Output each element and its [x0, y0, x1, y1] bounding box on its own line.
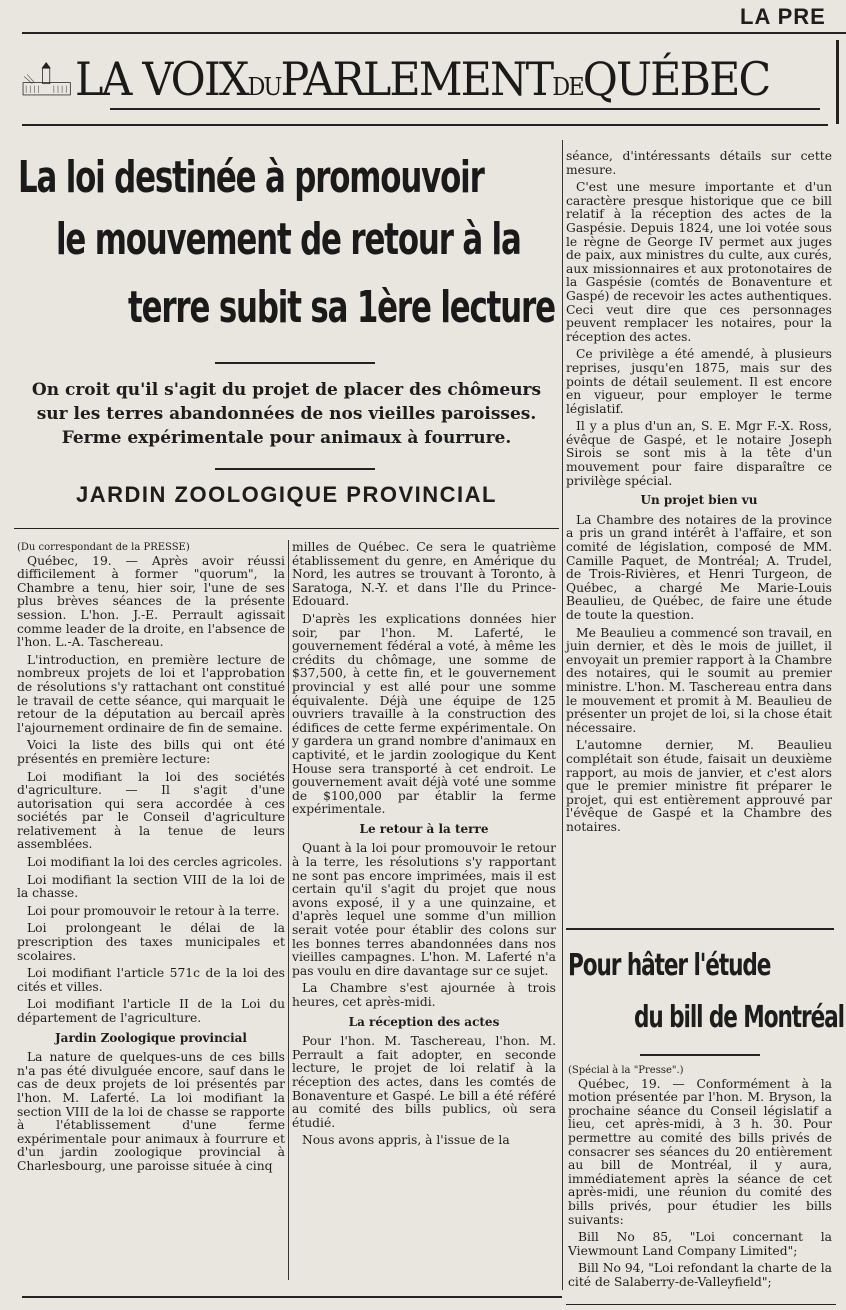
paragraph: La Chambre des notaires de la province a pris un grand intérêt à l'affaire, et son comité de législation, composé de MM. Camille Paquet, de Montréal; A. Trudel, de Trois-Rivières, et Henri Turgeon, de Québec, a chargé Me Marie-Louis Beaulieu, de Québec, de faire une étude de toute la question.: [566, 512, 832, 622]
article-column-2: [292, 541, 556, 1152]
headline-divider: [215, 362, 375, 364]
paragraph: Pour l'hon. M. Taschereau, l'hon. M. Perrault a fait adopter, en seconde lecture, le projet de loi relatif à la réception des actes, dans les comtés de Bonaventure et Gaspé. Le bill a été référé au comité des bills publics, où sera étudié.: [292, 1034, 556, 1130]
paragraph: Quant à la loi pour promouvoir le retour à la terre, les résolutions s'y rapportant ne sont pas encore imprimées, mais il est certain qu'il s'agit du projet que nous avons exposé, il y a une quinzaine, et d'après lequel une somme d'un million serait votée pour établir des colons sur les bonnes terres abandonnées dans nos vieilles campagnes. L'hon. M. Laferté n'a pas voulu en dire davantage sur ce sujet.: [292, 841, 556, 978]
article-separator: [566, 928, 834, 930]
paragraph: L'automne dernier, M. Beaulieu complétait son étude, faisait un deuxième rapport, au mois de janvier, et c'est alors que le premier ministre fit préparer le projet, qui est entièrement approuvé par l'évêque de Gaspé et la Chambre des notaires.: [566, 738, 832, 834]
article-column-3: [566, 150, 832, 839]
column-divider: [562, 140, 563, 1290]
bottom-rule-right: [566, 1304, 836, 1305]
deck-divider: [215, 468, 375, 470]
column-divider: [288, 540, 289, 1280]
paragraph: séance, d'intéressants détails sur cette mesure.: [566, 149, 832, 177]
paragraph: C'est une mesure importante et d'un caractère presque historique que ce bill relatif à la réception des actes de la Gaspésie. Depuis 1824, une loi votée sous le règne de George IV permet aux juges de paix, aux ministres du culte, aux curés, aux missionnaires et aux protonotaires de la Gaspésie (comtés de Bonaventure et Gaspé) de recevoir les actes authentiques. Ceci veut dire que ces personnages peuvent remplacer les notaires, pour la réception des actes.: [566, 180, 832, 344]
column-subhead: Jardin Zoologique provincial: [54, 1030, 247, 1045]
paragraph: D'après les explications données hier soir, par l'hon. M. Laferté, le gouvernement fédéral a voté, à même les crédits du chômage, une somme de $37,500, à cette fin, et le gouvernement provincial y est allé pour une somme équivalente. Déjà une équipe de 125 ouvriers travaille à la construction des édifices de cette ferme expérimentale. On y gardera un grand nombre d'animaux en captivité, et le jardin zoologique du Kent House sera transporté à cet endroit. Le gouvernement avait déjà voté une somme de $100,000 par établir la ferme expérimentale.: [292, 611, 556, 817]
second-headline-line-2: du bill de Montréal: [634, 1000, 844, 1035]
special-credit: (Spécial à la "Presse".): [568, 1065, 684, 1076]
paragraph: Québec, 19. — Conformément à la motion présentée par l'hon. M. Bryson, la prochaine séance du Conseil législatif a lieu, cet après-midi, à 3 h. 30. Pour permettre au comité des bills privés de consacrer ses séances du 20 entièrement au bill de Montréal, il y aura, immédiatement après la séance de cet après-midi, une réunion du comité des bills privés, pour étudier les bills suivants:: [568, 1076, 832, 1227]
deck-line-1: On croit qu'il s'agit du projet de placer des chômeurs: [31, 380, 542, 400]
paragraph: Me Beaulieu a commencé son travail, en juin dernier, et dès le mois de juillet, il envoyait un premier rapport à la Chambre des notaires, qui le soumit au premier ministre. L'hon. M. Taschereau entra dans le mouvement et promit à M. Beaulieu de présenter un projet de loi, si la chose était nécessaire.: [566, 625, 832, 735]
zoo-subhead: JARDIN ZOOLOGIQUE PROVINCIAL: [76, 482, 497, 507]
deck-line-3: Ferme expérimentale pour animaux à fourrure.: [61, 428, 512, 448]
banner-underline: [110, 108, 820, 110]
banner-title: LA VOIXDUPARLEMENTDEQUÉBEC: [75, 52, 770, 106]
paragraph: Loi prolongeant le délai de la prescription des taxes municipales et scolaires.: [17, 921, 285, 963]
main-headline-line-1: La loi destinée à promouvoir: [18, 152, 484, 203]
top-rule: [22, 32, 846, 34]
paragraph: La nature de quelques-uns de ces bills n'a pas été divulguée encore, sauf dans le cas de deux projets de loi présentés par l'hon. M. Laferté. La loi modifiant la section VIII de la loi de chasse se rapporte à l'établissement d'une ferme expérimentale pour animaux à fourrure et d'un jardin zoologique provincial à Charlesbourg, une paroisse située à cinq: [17, 1050, 285, 1173]
paragraph: La Chambre s'est ajournée à trois heures, cet après-midi.: [292, 981, 556, 1009]
column-subhead: La réception des actes: [348, 1014, 500, 1029]
newspaper-name: LA PRE: [740, 4, 826, 29]
paragraph: Loi modifiant la loi des sociétés d'agriculture. — Il s'agit d'une autorisation qui sera accordée à ces sociétés par le Conseil d'agriculture relativement à la tenue de leurs assemblées.: [17, 769, 285, 852]
deck-line-2: sur les terres abandonnées de nos vieilles paroisses.: [36, 404, 537, 424]
column-subhead: Un projet bien vu: [640, 493, 758, 508]
main-headline-line-3: terre subit sa 1ère lecture: [128, 282, 555, 333]
paragraph: Loi pour promouvoir le retour à la terre.: [27, 903, 280, 918]
paragraph: Loi modifiant la loi des cercles agricoles.: [27, 855, 283, 870]
zoo-rule: [14, 528, 559, 529]
second-article-body: [568, 1064, 832, 1294]
paragraph: Loi modifiant l'article 571c de la loi des cités et villes.: [17, 966, 285, 994]
paragraph: Ce privilège a été amendé, à plusieurs reprises, jusqu'en 1875, mais sur des points de détail seulement. Il est encore en vigueur, pour employer le terme législatif.: [566, 347, 832, 416]
paragraph: Voici la liste des bills qui ont été présentés en première lecture:: [17, 738, 285, 766]
banner-bottom-rule: [22, 124, 828, 126]
paragraph: Bill No 94, "Loi refondant la charte de la cité de Salaberry-de-Valleyfield";: [568, 1261, 832, 1289]
correspondent-credit: (Du correspondant de la PRESSE): [17, 542, 190, 553]
main-headline-line-2: le mouvement de retour à la: [56, 214, 521, 265]
parliament-building-icon: [22, 44, 71, 114]
paragraph: Québec, 19. — Après avoir réussi difficilement à former "quorum", la Chambre a tenu, hier soir, l'une de ses plus brèves séances de la présente session. L'hon. J.-E. Perrault agissait comme leader de la droite, en l'absence de l'hon. L.-A. Taschereau.: [17, 553, 285, 650]
column-subhead: Le retour à la terre: [359, 821, 489, 836]
paragraph: L'introduction, en première lecture de nombreux projets de loi et l'approbation de résolutions s'y rattachant ont constitué le travail de cette séance, qui marquait le retour de la députation au bercail après l'ajournement ordinaire de fin de semaine.: [17, 652, 285, 735]
bottom-rule: [22, 1296, 562, 1298]
paragraph: Nous avons appris, à l'issue de la: [302, 1133, 510, 1148]
article-deck: [14, 378, 559, 450]
section-banner: [22, 40, 822, 118]
paragraph: Il y a plus d'un an, S. E. Mgr F.-X. Ross, évêque de Gaspé, et le notaire Joseph Sirois se sont mis à la tête d'un mouvement pour faire disparaître ce privilège spécial.: [566, 419, 832, 488]
paragraph: Bill No 85, "Loi concernant la Viewmount Land Company Limited";: [568, 1230, 832, 1258]
second-headline-divider: [640, 1054, 760, 1056]
article-column-1: [17, 541, 285, 1178]
paragraph: Loi modifiant la section VIII de la loi de la chasse.: [17, 872, 285, 901]
banner-right-bar: [836, 40, 839, 124]
paragraph: milles de Québec. Ce sera le quatrième établissement du genre, en Amérique du Nord, les autres se trouvant à Toronto, à Saratoga, N.-Y. et dans l'Ile du Prince-Edouard.: [292, 540, 556, 609]
paragraph: Loi modifiant l'article II de la Loi du département de l'agriculture.: [17, 997, 285, 1025]
second-headline-line-1: Pour hâter l'étude: [568, 948, 771, 983]
